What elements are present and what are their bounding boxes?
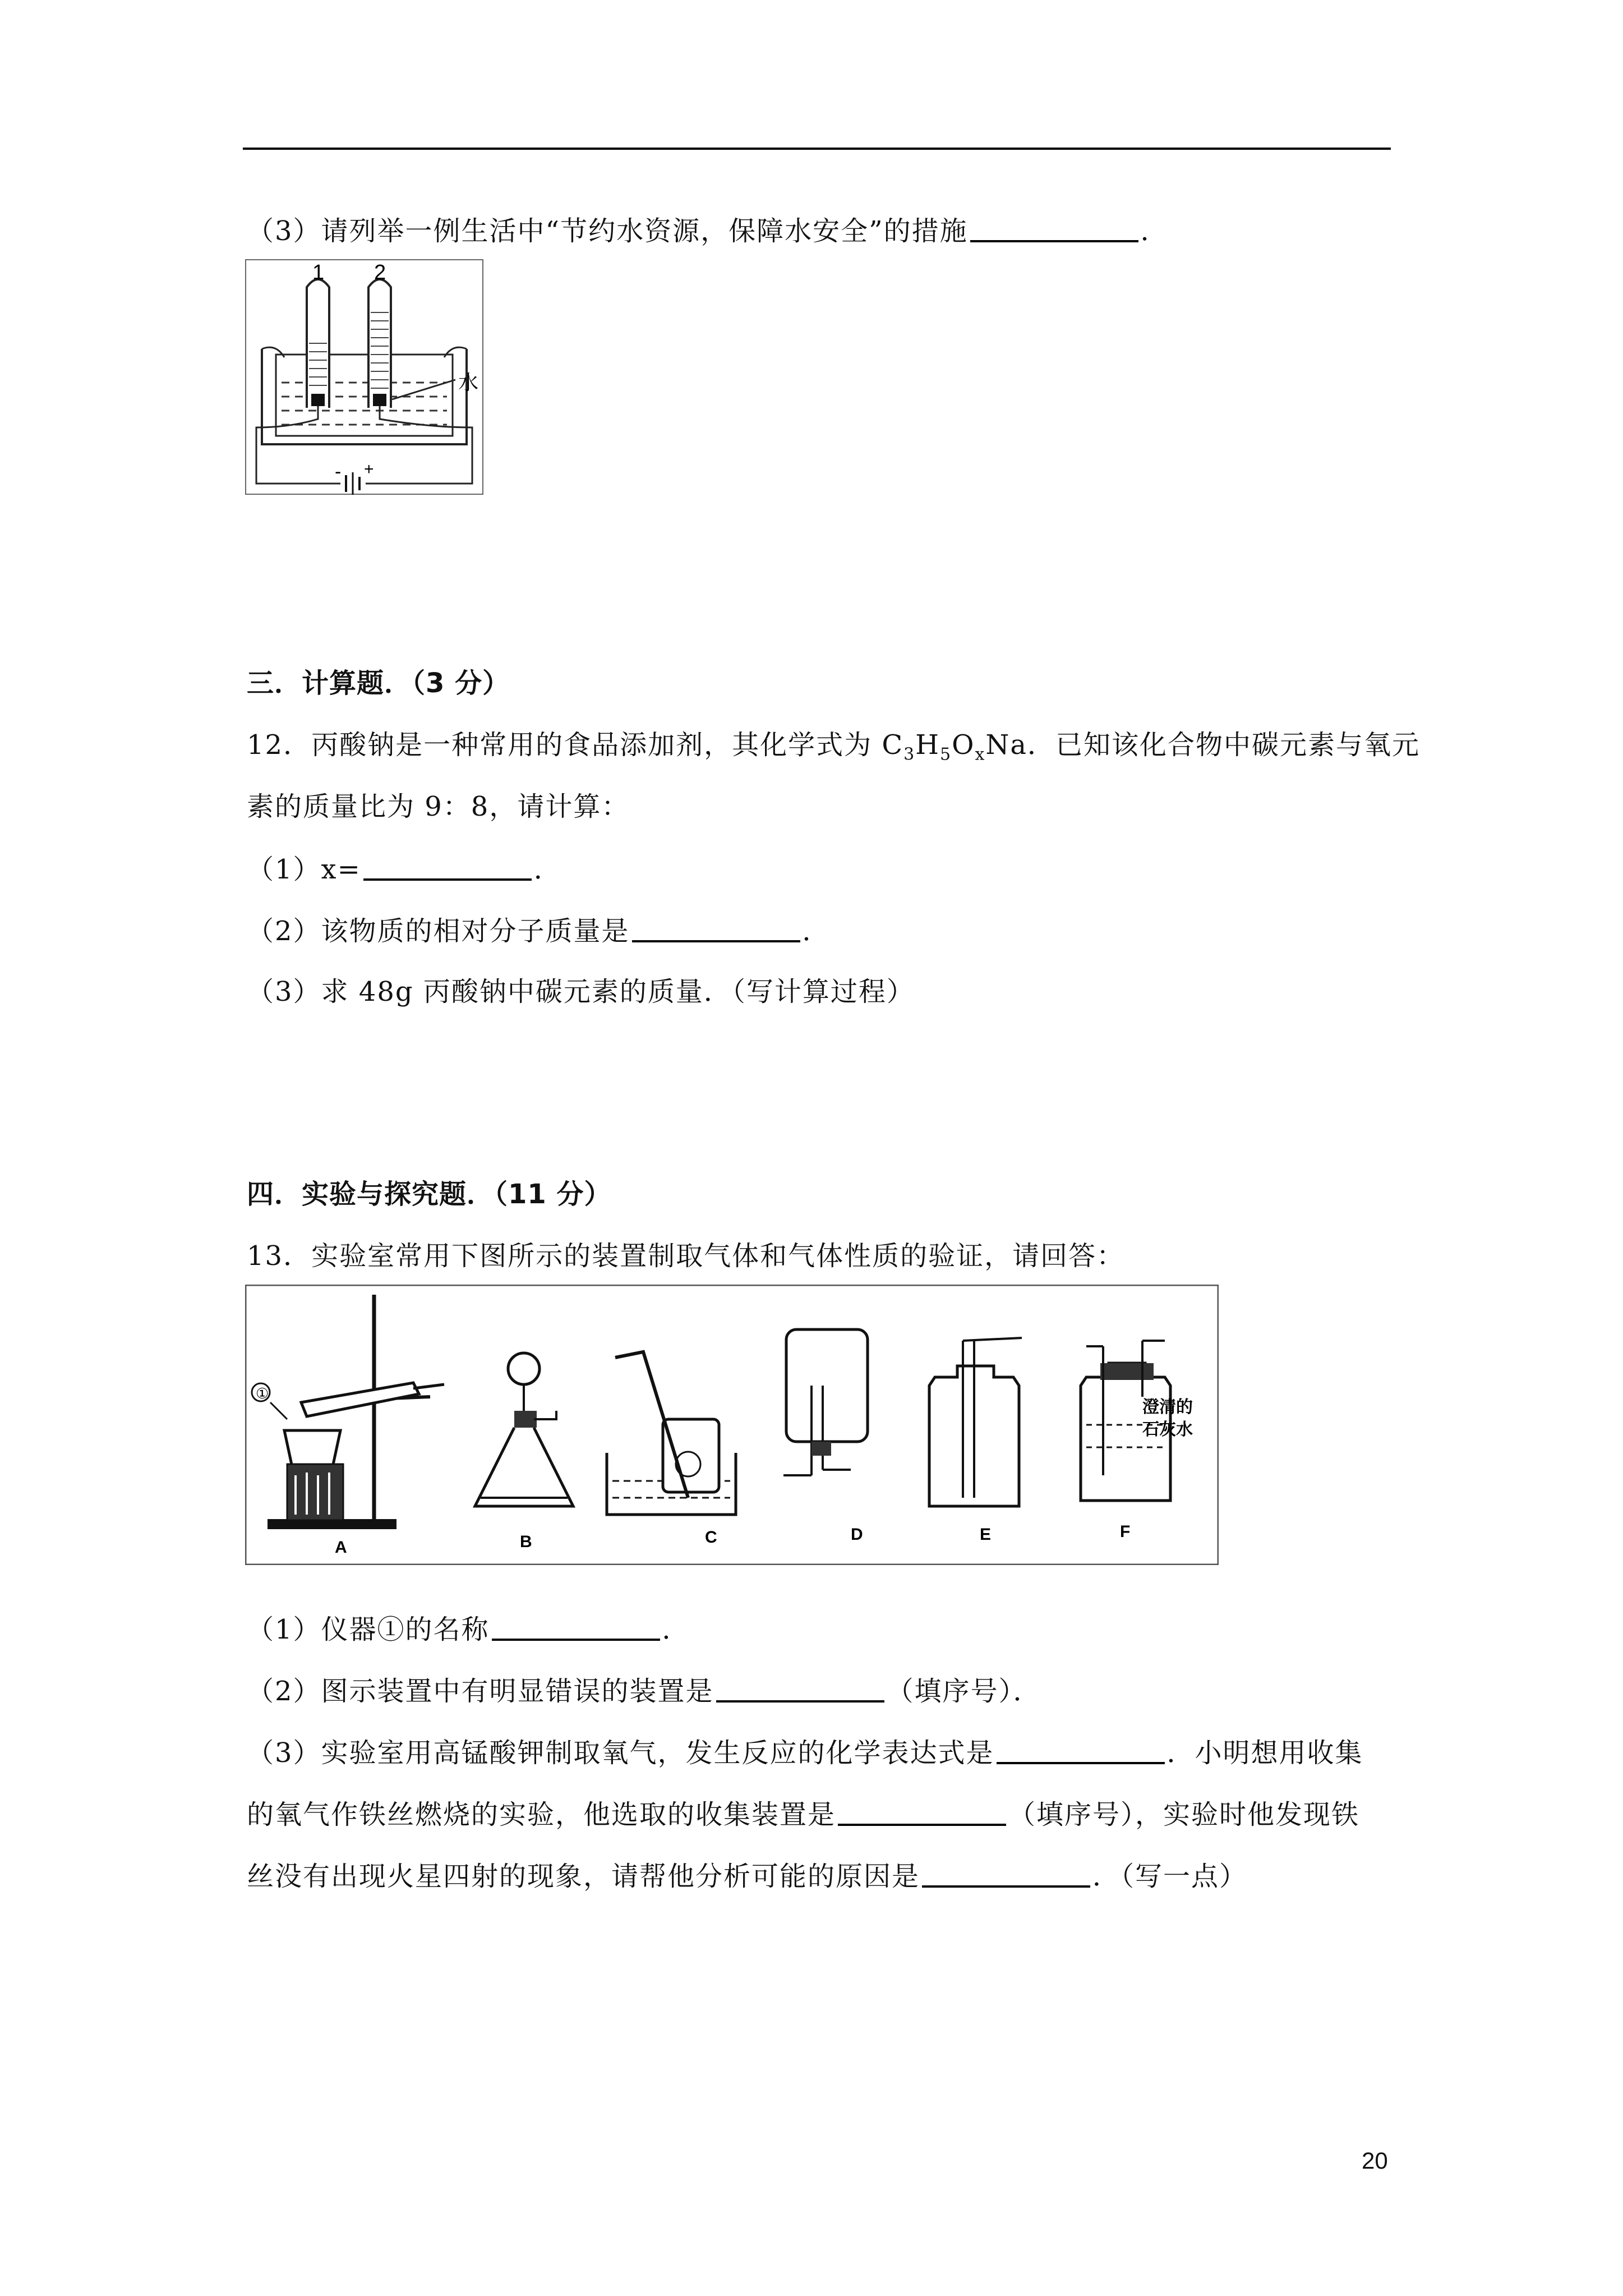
figure-label-d: D [851, 1525, 863, 1544]
q13-part2: （2）图示装置中有明显错误的装置是 （填序号）． [247, 1672, 1041, 1709]
limewater-label-1: 澄清的 [1142, 1397, 1193, 1417]
q12-part1: （1）x= ． [247, 850, 562, 887]
apparatus-f [1081, 1341, 1193, 1501]
section3-heading: 三．计算题．（3 分） [247, 668, 510, 699]
limewater-label-2: 石灰水 [1142, 1420, 1193, 1439]
apparatus-figure [245, 1285, 1219, 1565]
q12-part2: （2）该物质的相对分子质量是 ． [247, 912, 831, 949]
circle-one-label: ① [256, 1386, 269, 1402]
section4-heading: 四．实验与探究题．（11 分） [247, 1179, 612, 1210]
tube-2-label: 2 [374, 261, 386, 284]
q12-part3: （3）求 48g 丙酸钠中碳元素的质量．（写计算过程） [247, 976, 915, 1007]
q12-line2: 素的质量比为 9：8，请计算： [247, 791, 630, 822]
answer-blank[interactable] [492, 1611, 660, 1641]
apparatus-d [783, 1329, 868, 1475]
answer-blank[interactable] [363, 850, 532, 881]
answer-blank[interactable] [716, 1672, 884, 1703]
answer-blank[interactable] [922, 1857, 1090, 1888]
page-number: 20 [1362, 2147, 1388, 2174]
q13-part1: （1）仪器①的名称 ． [247, 1611, 690, 1648]
apparatus-b [475, 1353, 573, 1506]
tube-1-label: 1 [312, 261, 325, 284]
figure-label-f: F [1120, 1522, 1131, 1541]
plus-label: + [364, 460, 374, 478]
q13-part3-line2: 的氧气作铁丝燃烧的实验，他选取的收集装置是 （填序号），实验时他发现铁 [247, 1796, 1359, 1833]
apparatus-a [252, 1295, 444, 1529]
q11-part3: （3）请列举一例生活中“节约水资源，保障水安全”的措施 ． [247, 212, 1169, 249]
figure-label-e: E [980, 1525, 992, 1544]
q13-part3-line1: （3）实验室用高锰酸钾制取氧气，发生反应的化学表达式是 ．小明想用收集 [247, 1734, 1363, 1771]
q13-part3-line3: 丝没有出现火星四射的现象，请帮他分析可能的原因是 ．（写一点） [247, 1857, 1247, 1894]
minus-label: - [335, 461, 342, 482]
electrolysis-figure [245, 259, 483, 495]
figure-label-c: C [705, 1528, 717, 1547]
apparatus-c [607, 1352, 736, 1515]
figure-label-b: B [520, 1533, 532, 1551]
figure-label-a: A [335, 1538, 347, 1557]
answer-blank[interactable] [632, 912, 800, 942]
q12-line1: 12．丙酸钠是一种常用的食品添加剂，其化学式为 $C_3H_5O_xNa$．已知该化合物中碳元素与氧元 [247, 729, 1421, 765]
header-rule [243, 148, 1391, 150]
water-label: 水 [458, 371, 479, 394]
apparatus-e [929, 1338, 1022, 1506]
q13-intro: 13．实验室常用下图所示的装置制取气体和气体性质的验证，请回答： [247, 1240, 1125, 1272]
answer-blank[interactable] [970, 212, 1138, 242]
answer-blank[interactable] [838, 1796, 1006, 1826]
answer-blank[interactable] [997, 1734, 1165, 1764]
